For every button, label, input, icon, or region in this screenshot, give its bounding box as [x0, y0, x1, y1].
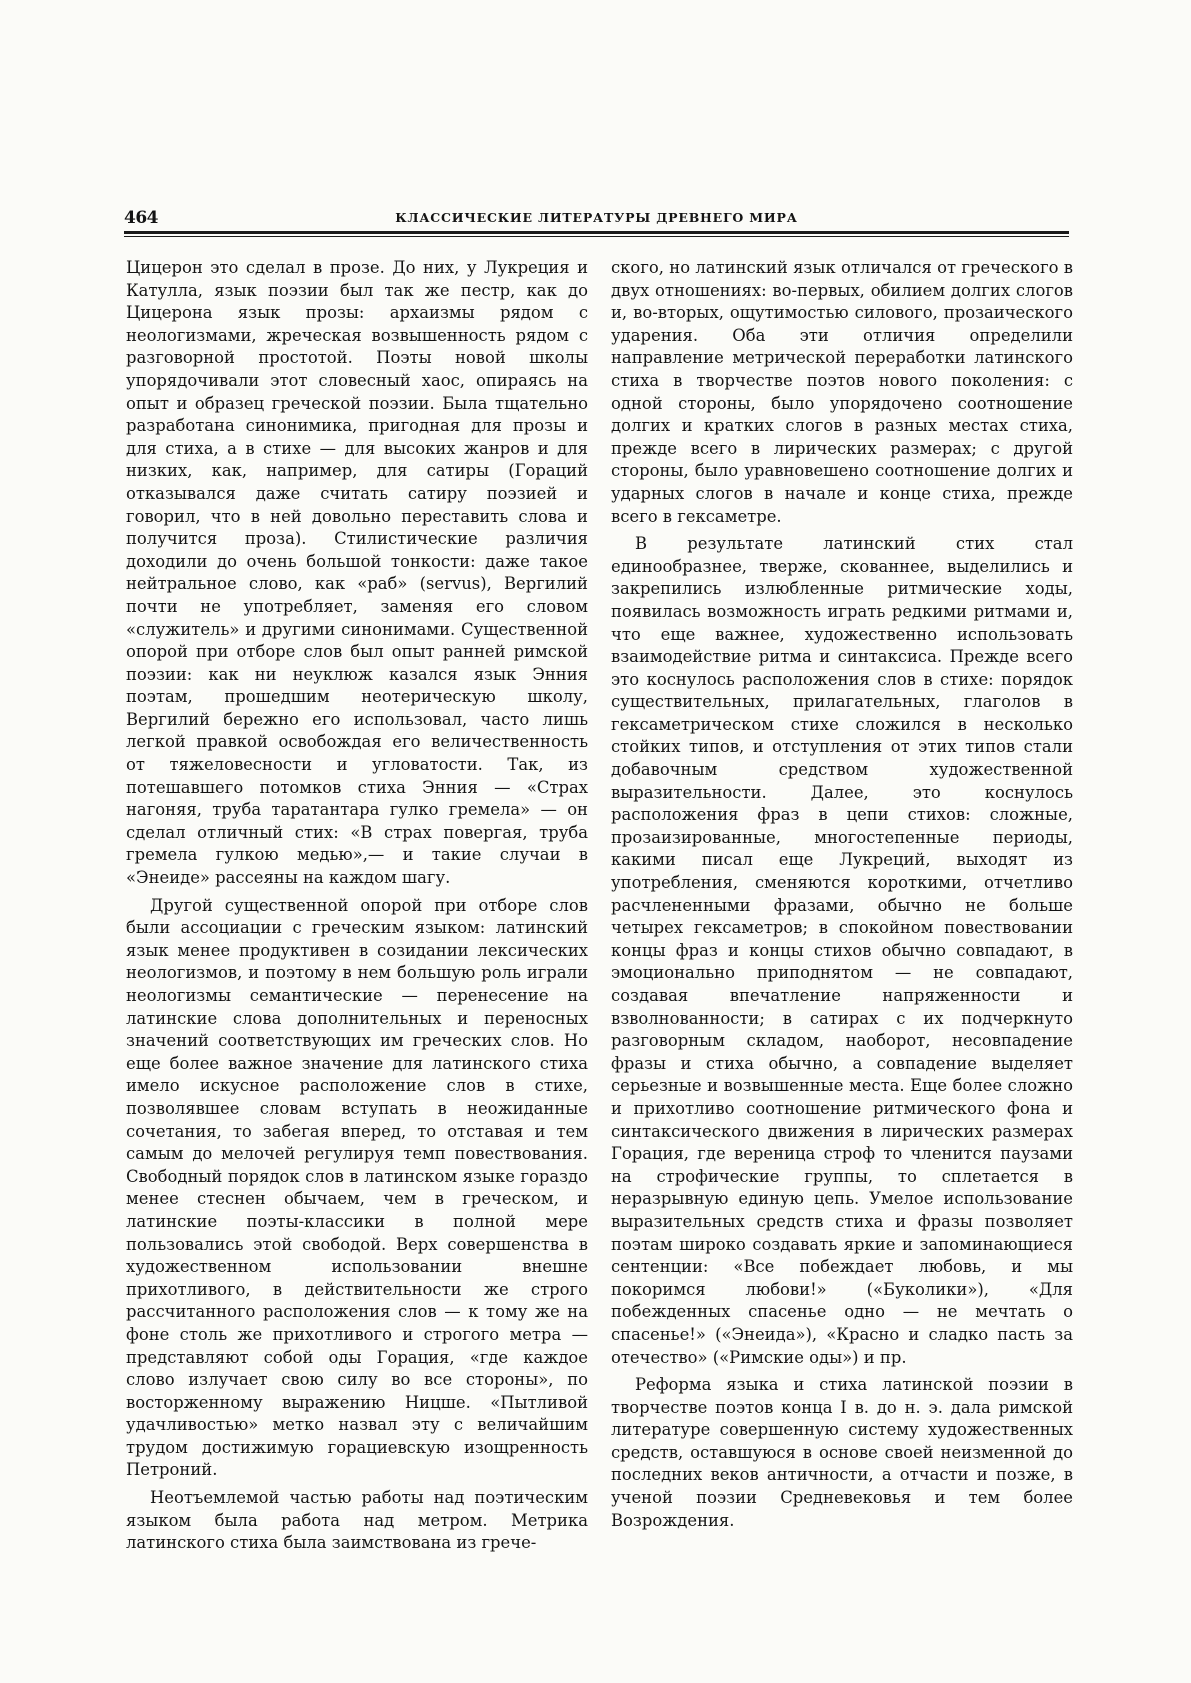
left-column — [126, 257, 588, 1555]
paragraph: Другой существенной опорой при отборе слов были ассоциации с греческим языком: латинский язык менее продуктивен в созидании лексических неологизмов, и поэтому в нем большую роль играли неологизмы семантические — перенесение на латинские слова дополнительных и переносных значений соответствующих им греческих слов. Но еще более важное значение для латинского стиха имело искусное расположение слов в стихе, позволявшее словам вступать в неожиданные сочетания, то забегая вперед, то отставая и тем самым до мелочей регулируя темп повествования. Свободный порядок слов в латинском языке гораздо менее стеснен обычаем, чем в греческом, и латинские поэты-классики в полной мере пользовались этой свободой. Верх совершенства в художественном использовании внешне прихотливого, в действительности же строго рассчитанного расположения слов — к тому же на фоне столь же прихотливого и строгого метра — представляют собой оды Горация, «где каждое слово излучает свою силу во все стороны», по восторженному выражению Ницше. «Пытливой удачливостью» метко назвал эту с величайшим трудом достижимую горациевскую изощренность Петроний. — [126, 895, 588, 1480]
paragraph: ского, но латинский язык отличался от греческого в двух отношениях: во-первых, обилием долгих слогов и, во-вторых, ощутимостью силового, прозаического ударения. Оба эти отличия определили направление метрической переработки латинского стиха в творчестве поэтов нового поколения: с одной стороны, было упорядочено соотношение долгих и кратких слогов в разных местах стиха, прежде всего в лирических размерах; с другой стороны, было уравновешено соотношение долгих и ударных слогов в начале и конце стиха, прежде всего в гексаметре. — [611, 258, 1073, 526]
paragraph: В результате латинский стих стал единообразнее, тверже, скованнее, выделились и закрепились излюбленные ритмические ходы, появилась возможность играть редкими ритмами и, что еще важнее, художественно использовать взаимодействие ритма и синтаксиса. Прежде всего это коснулось расположения слов в стихе: порядок существительных, прилагательных, глаголов в гексаметрическом стихе сложился в несколько стойких типов, и отступления от этих типов стали добавочным средством художественной выразительности. Далее, это коснулось расположения фраз в цепи стихов: сложные, прозаизированные, многостепенные периоды, какими писал еще Лукреций, выходят из употребления, сменяются короткими, отчетливо расчлененными фразами, обычно не больше четырех гексаметров; в спокойном повествовании концы фраз и концы стихов обычно совпадают, в эмоционально приподнятом — не совпадают, создавая впечатление напряженности и взволнованности; в сатирах с их подчеркнуто разговорным складом, наоборот, несовпадение фразы и стиха обычно, а совпадение выделяет серьезные и возвышенные места. Еще более сложно и прихотливо соотношение ритмического фона и синтаксического движения в лирических размерах Горация, где вереница строф то членится паузами на строфические группы, то сплетается в неразрывную единую цепь. Умелое использование выразительных средств стиха и фразы позволяет поэтам широко создавать яркие и запоминающиеся сентенции: «Все побеждает любовь, и мы покоримся любови!» («Буколики»), «Для побежденных спасенье одно — не мечтать о спасенье!» («Энеида»), «Красно и сладко пасть за отечество» («Римские оды») и пр. — [611, 534, 1073, 1367]
running-title: КЛАССИЧЕСКИЕ ЛИТЕРАТУРЫ ДРЕВНЕГО МИРА — [395, 210, 798, 225]
page-number: 464 — [124, 208, 158, 228]
page-header — [124, 208, 1069, 230]
paragraph: Реформа языка и стиха латинской поэзии в творчестве поэтов конца I в. до н. э. дала римской литературе совершенную систему художественных средств, оставшуюся в основе своей неизменной до последних веков античности, а отчасти и позже, в ученой поэзии Средневековья и тем более Возрождения. — [611, 1375, 1073, 1530]
right-column — [611, 257, 1073, 1532]
paragraph: Неотъемлемой частью работы над поэтическим языком была работа над метром. Метрика латинского стиха была заимствована из грече- — [126, 1488, 588, 1553]
header-rule — [124, 231, 1069, 234]
paragraph: Цицерон это сделал в прозе. До них, у Лукреция и Катулла, язык поэзии был так же пестр, как до Цицерона язык прозы: архаизмы рядом с неологизмами, жреческая возвышенность рядом с разговорной простотой. Поэты новой школы упорядочивали этот словесный хаос, опираясь на опыт и образец греческой поэзии. Была тщательно разработана синонимика, пригодная для прозы и для стиха, а в стихе — для высоких жанров и для низких, как, например, для сатиры (Гораций отказывался даже считать сатиру поэзией и говорил, что в ней довольно переставить слова и получится проза). Стилистические различия доходили до очень большой тонкости: даже такое нейтральное слово, как «раб» (servus), Вергилий почти не употребляет, заменяя его словом «служитель» и другими синонимами. Существенной опорой при отборе слов был опыт ранней римской поэзии: как ни неуклюж казался язык Энния поэтам, прошедшим неотерическую школу, Вергилий бережно его использовал, часто лишь легкой правкой освобождая его величественность от тяжеловесности и угловатости. Так, из потешавшего потомков стиха Энния — «Страх нагоняя, труба таратантара гулко гремела» — он сделал отличный стих: «В страх повергая, труба гремела гулкою медью»,— и такие случаи в «Энеиде» рассеяны на каждом шагу. — [126, 258, 588, 888]
header-rule-thin — [124, 236, 1069, 237]
